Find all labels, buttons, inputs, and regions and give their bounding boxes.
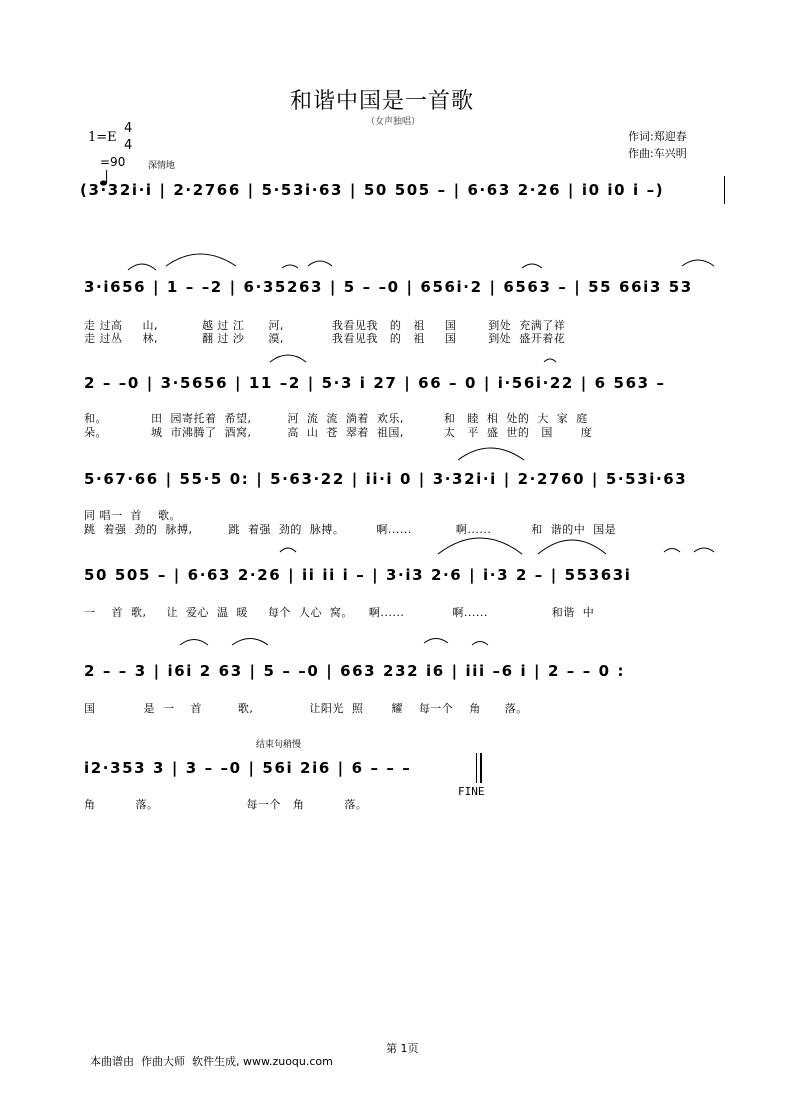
lyricist-credit: 作词:郑迎春 [628,130,687,143]
notation-line-5: 50 505 – | 6·63 2·26 | ii ii i – | 3·i3 2·6 | i·3 2 – | 55363i [84,566,632,584]
software-credit: 本曲谱由 作曲大师 软件生成, www.zuoqu.com [90,1055,333,1068]
lyric-line-4a: 同 唱一 首 歌。 [84,509,181,522]
lyric-line-7a: 角 落。 每一个 角 落。 [84,798,368,811]
notation-line-2: 3·i656 | 1 – –2 | 6·35263 | 5 – –0 | 656i·2 | 6563 – | 55 66i3 53 [84,278,693,296]
lyric-line-2b: 走 过丛 林, 翻 过 沙 漠, 我看见我 的 祖 国 到处 盛开着花 [84,332,566,345]
time-signature-bottom: 4 [124,138,133,153]
page-number: 第 1页 [386,1042,419,1055]
notation-line-6: 2 – – 3 | i6i 2 63 | 5 – –0 | 663 232 i6 | iii –6 i | 2 – – 0 : [84,662,626,680]
time-signature-top: 4 [124,121,133,136]
lyric-line-5a: 一 首 歌, 让 爱心 温 暖 每个 人心 窝。 啊...... 啊...... 和谐 中 [84,606,595,619]
notation-line-1: (3·32i·i | 2·2766 | 5·53i·63 | 50 505 – | 6·63 2·26 | i0 i0 i –) [80,181,665,199]
ending-tempo-note: 结束句稍慢 [256,740,302,750]
lyric-line-6a: 国 是 一 首 歌, 让阳光 照 耀 每一个 角 落。 [84,702,528,715]
notation-line-7: i2·353 3 | 3 – –0 | 56i 2i6 | 6 – – – [84,759,412,777]
fine-marking: FINE [458,785,485,798]
expression-marking: 深情地 [148,161,176,171]
song-title: 和谐中国是一首歌 [290,89,475,114]
lyric-line-3b: 朵。 城 市沸腾了 酒窝, 高 山 苍 翠着 祖国, 太 平 盛 世的 国 度 [84,426,593,439]
notation-line-4: 5·67·66 | 55·5 0: | 5·63·22 | ii·i 0 | 3·32i·i | 2·2760 | 5·53i·63 [84,470,688,488]
lyric-line-4b: 跳 着强 劲的 脉搏, 跳 着强 劲的 脉搏。 啊...... 啊...... 和 谐的中 国是 [84,523,617,536]
song-subtitle: （女声独唱） [366,117,421,127]
notation-line-3: 2 – –0 | 3·5656 | 11 –2 | 5·3 i 27 | 66 – 0 | i·56i·22 | 6 563 – [84,374,666,392]
tempo-marking: =90 [100,155,126,169]
composer-credit: 作曲:车兴明 [628,147,687,160]
lyric-line-3a: 和。 田 园寄托着 希望, 河 流 流 淌着 欢乐, 和 睦 相 处的 大 家 庭 [84,412,588,425]
key-signature: 1=E [88,130,117,145]
lyric-line-2a: 走 过高 山, 越 过 江 河, 我看见我 的 祖 国 到处 充满了祥 [84,319,566,332]
